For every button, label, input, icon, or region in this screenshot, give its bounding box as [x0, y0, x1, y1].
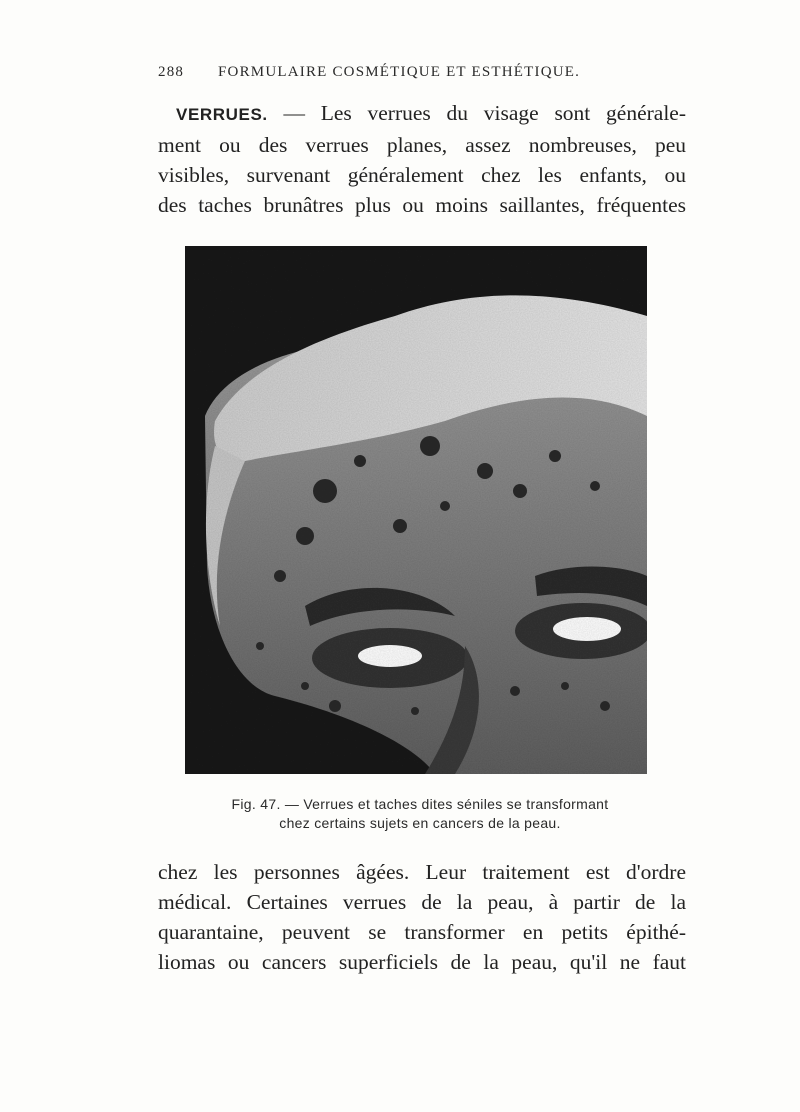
- caption-line: Fig. 47. — Verrues et taches dites séniles se transformant: [231, 796, 609, 812]
- paragraph-line: ment ou des verrues planes, assez nombreuses, peu: [158, 133, 686, 157]
- section-heading: VERRUES.: [176, 105, 268, 124]
- paragraph-line: des taches brunâtres plus ou moins saillantes, fréquentes: [158, 193, 686, 217]
- paragraph-line: [158, 98, 686, 130]
- figure-caption: [150, 795, 690, 833]
- bottom-paragraph: [158, 857, 686, 977]
- paragraph-line: liomas ou cancers superficiels de la peau, qu'il ne faut: [158, 950, 686, 974]
- paragraph-line: médical. Certaines verrues de la peau, à partir de la: [158, 890, 686, 914]
- caption-line: chez certains sujets en cancers de la peau.: [279, 815, 561, 831]
- top-paragraph: [158, 98, 686, 220]
- paragraph-line-text: — Les verrues du visage sont générale-: [267, 101, 686, 125]
- paragraph-line: visibles, survenant généralement chez les enfants, ou: [158, 163, 686, 187]
- face-illustration: [185, 246, 647, 774]
- running-head: [158, 64, 688, 81]
- paragraph-line: chez les personnes âgées. Leur traitement est d'ordre: [158, 860, 686, 884]
- page-number: 288: [158, 64, 185, 80]
- figure-photograph: [185, 246, 647, 774]
- running-title: FORMULAIRE COSMÉTIQUE ET ESTHÉTIQUE.: [218, 64, 581, 80]
- paragraph-line: quarantaine, peuvent se transformer en petits épithé-: [158, 920, 686, 944]
